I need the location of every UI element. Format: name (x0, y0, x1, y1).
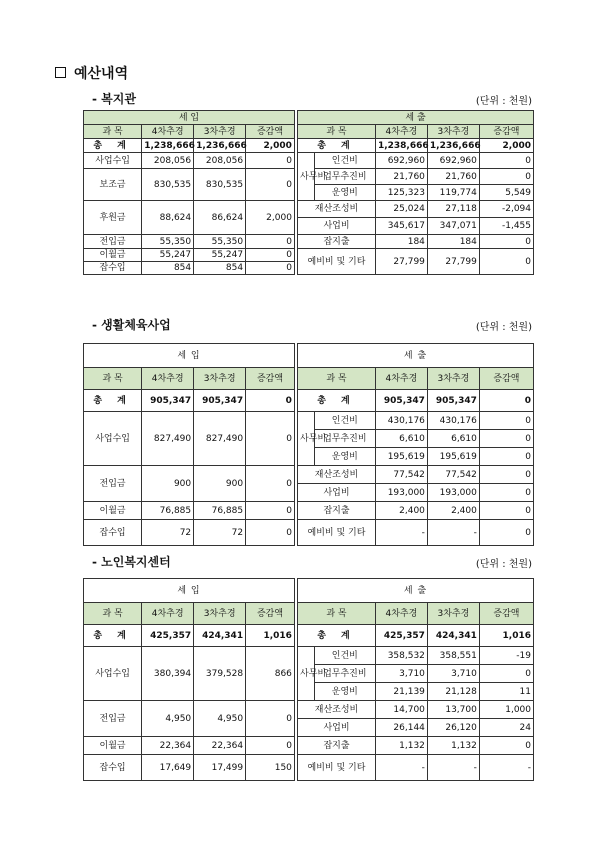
heading-text: 예산내역 (74, 66, 129, 82)
income-row-label: 이월금 (84, 737, 142, 755)
expense-row-4th: 125,323 (375, 185, 427, 201)
expense-row-label: 재산조성비 (298, 466, 376, 484)
income-row-3rd: 830,535 (194, 169, 246, 201)
expense-row-4th: 1,132 (375, 737, 427, 755)
expense-total-3rd: 905,347 (427, 390, 479, 412)
income-row-label: 사업수입 (84, 153, 142, 169)
expense-row-change: 0 (479, 169, 533, 185)
expense-row-3rd: 27,799 (427, 249, 479, 275)
expense-row-4th: - (375, 520, 427, 546)
income-total-4th: 425,357 (142, 625, 194, 647)
income-total-label: 총 계 (84, 625, 142, 647)
expense-row-4th: 193,000 (375, 484, 427, 502)
income-row-3rd: 854 (194, 262, 246, 275)
expense-total-label: 총 계 (298, 390, 376, 412)
income-row-label: 잡수입 (84, 262, 142, 275)
expense-row-4th: 21,760 (375, 169, 427, 185)
income-row-change: 0 (246, 249, 295, 262)
expense-row-3rd: 347,071 (427, 218, 479, 235)
col-header-change: 증감액 (479, 368, 533, 390)
expense-row-change: 1,000 (479, 701, 533, 719)
income-row-4th: 900 (142, 466, 194, 502)
expense-row-4th: - (375, 755, 427, 781)
expense-row-change: 0 (479, 249, 533, 275)
expense-row-change: 24 (479, 719, 533, 737)
col-header-4th: 4차추경 (142, 603, 194, 625)
col-header-change: 증감액 (479, 125, 533, 139)
income-row-change: 866 (246, 647, 295, 701)
expense-header: 세 출 (298, 344, 534, 368)
income-row-label: 후원금 (84, 201, 142, 235)
expense-total-3rd: 1,236,666 (427, 139, 479, 153)
income-total-3rd: 424,341 (194, 625, 246, 647)
budget-table-senior (83, 578, 534, 781)
expense-total-4th: 905,347 (375, 390, 427, 412)
income-row-change: 0 (246, 520, 295, 546)
col-header-subject: 과 목 (298, 368, 376, 390)
col-header-change: 증감액 (246, 125, 295, 139)
income-total-4th: 1,238,666 (142, 139, 194, 153)
income-row-4th: 88,624 (142, 201, 194, 235)
income-row-change: 0 (246, 737, 295, 755)
col-header-4th: 4차추경 (375, 603, 427, 625)
income-row-change: 2,000 (246, 201, 295, 235)
col-header-change: 증감액 (246, 603, 295, 625)
income-header: 세 입 (84, 111, 295, 125)
income-row-change: 0 (246, 235, 295, 249)
budget-table-sports (83, 343, 534, 546)
expense-row-change: 0 (479, 153, 533, 169)
income-total-change: 2,000 (246, 139, 295, 153)
income-total-3rd: 1,236,666 (194, 139, 246, 153)
expense-total-4th: 425,357 (375, 625, 427, 647)
col-header-subject: 과 목 (84, 603, 142, 625)
expense-total-change: 1,016 (479, 625, 533, 647)
income-row-change: 0 (246, 169, 295, 201)
expense-row-label: 재산조성비 (298, 701, 376, 719)
expense-row-3rd: 77,542 (427, 466, 479, 484)
expense-row-3rd: 21,128 (427, 683, 479, 701)
expense-row-change: 0 (479, 412, 533, 430)
income-row-4th: 208,056 (142, 153, 194, 169)
income-row-label: 전입금 (84, 235, 142, 249)
expense-row-4th: 692,960 (375, 153, 427, 169)
income-total-3rd: 905,347 (194, 390, 246, 412)
expense-row-label: 예비비 및 기타 (298, 520, 376, 546)
expense-row-label: 재산조성비 (298, 201, 376, 218)
expense-row-4th: 345,617 (375, 218, 427, 235)
expense-row-3rd: 184 (427, 235, 479, 249)
expense-row-change: 0 (479, 502, 533, 520)
income-total-change: 1,016 (246, 625, 295, 647)
income-row-label: 잡수입 (84, 520, 142, 546)
col-header-3rd: 3차추경 (194, 603, 246, 625)
expense-row-label: 사업비 (298, 719, 376, 737)
income-row-label: 사업수입 (84, 647, 142, 701)
page-heading (55, 63, 128, 83)
expense-row-4th: 184 (375, 235, 427, 249)
section-title-welfare: - 복지관 (92, 92, 136, 106)
expense-row-3rd: 26,120 (427, 719, 479, 737)
expense-row-label: 업무추진비 (314, 430, 375, 448)
income-row-label: 잡수입 (84, 755, 142, 781)
expense-row-change: 0 (479, 448, 533, 466)
expense-row-label: 잡지출 (298, 737, 376, 755)
income-row-label: 이월금 (84, 249, 142, 262)
expense-row-change: 0 (479, 430, 533, 448)
income-row-4th: 22,364 (142, 737, 194, 755)
expense-row-3rd: 2,400 (427, 502, 479, 520)
col-header-3rd: 3차추경 (427, 125, 479, 139)
expense-row-3rd: 21,760 (427, 169, 479, 185)
income-row-3rd: 827,490 (194, 412, 246, 466)
expense-row-label: 인건비 (314, 153, 375, 169)
expense-row-change: 0 (479, 466, 533, 484)
unit-label-welfare: (단위 : 천원) (475, 96, 532, 107)
expense-row-3rd: 358,551 (427, 647, 479, 665)
expense-row-change: 0 (479, 665, 533, 683)
income-row-label: 이월금 (84, 502, 142, 520)
expense-row-label: 인건비 (314, 412, 375, 430)
expense-total-label: 총 계 (298, 139, 376, 153)
unit-label-senior: (단위 : 천원) (475, 559, 532, 570)
expense-row-label: 운영비 (314, 683, 375, 701)
expense-total-label: 총 계 (298, 625, 376, 647)
expense-row-change: 0 (479, 520, 533, 546)
expense-row-4th: 77,542 (375, 466, 427, 484)
col-header-4th: 4차추경 (375, 125, 427, 139)
expense-row-change: -19 (479, 647, 533, 665)
income-row-change: 0 (246, 466, 295, 502)
expense-row-3rd: 430,176 (427, 412, 479, 430)
income-row-4th: 827,490 (142, 412, 194, 466)
col-header-subject: 과 목 (298, 603, 376, 625)
income-row-4th: 830,535 (142, 169, 194, 201)
expense-total-change: 2,000 (479, 139, 533, 153)
expense-row-4th: 6,610 (375, 430, 427, 448)
expense-row-3rd: 1,132 (427, 737, 479, 755)
expense-total-change: 0 (479, 390, 533, 412)
col-header-3rd: 3차추경 (427, 368, 479, 390)
income-row-4th: 76,885 (142, 502, 194, 520)
income-row-3rd: 55,350 (194, 235, 246, 249)
col-header-4th: 4차추경 (142, 368, 194, 390)
expense-row-3rd: 193,000 (427, 484, 479, 502)
expense-row-3rd: 3,710 (427, 665, 479, 683)
income-row-4th: 55,350 (142, 235, 194, 249)
expense-row-label: 업무추진비 (314, 665, 375, 683)
income-row-3rd: 208,056 (194, 153, 246, 169)
income-row-label: 사업수입 (84, 412, 142, 466)
col-header-subject: 과 목 (298, 125, 376, 139)
income-row-4th: 72 (142, 520, 194, 546)
income-row-change: 0 (246, 701, 295, 737)
income-row-3rd: 900 (194, 466, 246, 502)
income-row-change: 0 (246, 262, 295, 275)
expense-row-change: 0 (479, 484, 533, 502)
section-title-sports: - 생활체육사업 (92, 318, 171, 332)
expense-row-label: 잡지출 (298, 235, 376, 249)
expense-row-4th: 14,700 (375, 701, 427, 719)
income-row-4th: 17,649 (142, 755, 194, 781)
expense-row-label: 인건비 (314, 647, 375, 665)
expense-row-label: 운영비 (314, 185, 375, 201)
income-row-3rd: 379,528 (194, 647, 246, 701)
income-row-label: 전입금 (84, 466, 142, 502)
expense-row-change: 0 (479, 235, 533, 249)
income-row-3rd: 22,364 (194, 737, 246, 755)
expense-group-label: 사무비 (298, 153, 315, 201)
expense-row-change: 11 (479, 683, 533, 701)
expense-group-label: 사무비 (298, 647, 315, 701)
income-total-4th: 905,347 (142, 390, 194, 412)
unit-label-sports: (단위 : 천원) (475, 322, 532, 333)
income-row-change: 150 (246, 755, 295, 781)
col-header-change: 증감액 (246, 368, 295, 390)
section-title-senior: - 노인복지센터 (92, 555, 171, 569)
expense-row-4th: 195,619 (375, 448, 427, 466)
col-header-subject: 과 목 (84, 368, 142, 390)
expense-row-3rd: 692,960 (427, 153, 479, 169)
income-row-3rd: 17,499 (194, 755, 246, 781)
expense-row-4th: 27,799 (375, 249, 427, 275)
income-row-3rd: 72 (194, 520, 246, 546)
expense-row-4th: 3,710 (375, 665, 427, 683)
expense-row-4th: 430,176 (375, 412, 427, 430)
expense-row-3rd: 27,118 (427, 201, 479, 218)
income-total-label: 총 계 (84, 139, 142, 153)
expense-row-label: 잡지출 (298, 502, 376, 520)
col-header-3rd: 3차추경 (194, 368, 246, 390)
expense-row-4th: 358,532 (375, 647, 427, 665)
expense-row-3rd: 119,774 (427, 185, 479, 201)
income-row-4th: 854 (142, 262, 194, 275)
col-header-3rd: 3차추경 (427, 603, 479, 625)
expense-row-change: 5,549 (479, 185, 533, 201)
expense-row-3rd: 6,610 (427, 430, 479, 448)
expense-row-change: -1,455 (479, 218, 533, 235)
expense-row-change: - (479, 755, 533, 781)
income-row-3rd: 76,885 (194, 502, 246, 520)
income-row-label: 보조금 (84, 169, 142, 201)
expense-group-label: 사무비 (298, 412, 315, 466)
expense-row-label: 업무추진비 (314, 169, 375, 185)
expense-row-3rd: 13,700 (427, 701, 479, 719)
expense-row-label: 사업비 (298, 218, 376, 235)
expense-row-3rd: - (427, 520, 479, 546)
expense-header: 세 출 (298, 111, 534, 125)
expense-row-3rd: - (427, 755, 479, 781)
expense-row-3rd: 195,619 (427, 448, 479, 466)
col-header-4th: 4차추경 (142, 125, 194, 139)
income-row-3rd: 86,624 (194, 201, 246, 235)
income-row-4th: 55,247 (142, 249, 194, 262)
income-header: 세 입 (84, 344, 295, 368)
income-row-4th: 380,394 (142, 647, 194, 701)
expense-header: 세 출 (298, 579, 534, 603)
income-row-label: 전입금 (84, 701, 142, 737)
income-row-change: 0 (246, 502, 295, 520)
income-row-3rd: 55,247 (194, 249, 246, 262)
expense-row-change: -2,094 (479, 201, 533, 218)
income-row-3rd: 4,950 (194, 701, 246, 737)
col-header-4th: 4차추경 (375, 368, 427, 390)
budget-table-welfare (83, 110, 534, 275)
income-row-change: 0 (246, 412, 295, 466)
expense-total-3rd: 424,341 (427, 625, 479, 647)
expense-row-label: 예비비 및 기타 (298, 249, 376, 275)
income-total-change: 0 (246, 390, 295, 412)
expense-row-4th: 26,144 (375, 719, 427, 737)
expense-total-4th: 1,238,666 (375, 139, 427, 153)
expense-row-change: 0 (479, 737, 533, 755)
checkbox-square-icon (55, 67, 66, 78)
col-header-subject: 과 목 (84, 125, 142, 139)
income-row-change: 0 (246, 153, 295, 169)
col-header-3rd: 3차추경 (194, 125, 246, 139)
income-header: 세 입 (84, 579, 295, 603)
expense-row-4th: 2,400 (375, 502, 427, 520)
expense-row-label: 운영비 (314, 448, 375, 466)
expense-row-label: 예비비 및 기타 (298, 755, 376, 781)
income-total-label: 총 계 (84, 390, 142, 412)
expense-row-label: 사업비 (298, 484, 376, 502)
income-row-4th: 4,950 (142, 701, 194, 737)
expense-row-4th: 21,139 (375, 683, 427, 701)
col-header-change: 증감액 (479, 603, 533, 625)
expense-row-4th: 25,024 (375, 201, 427, 218)
